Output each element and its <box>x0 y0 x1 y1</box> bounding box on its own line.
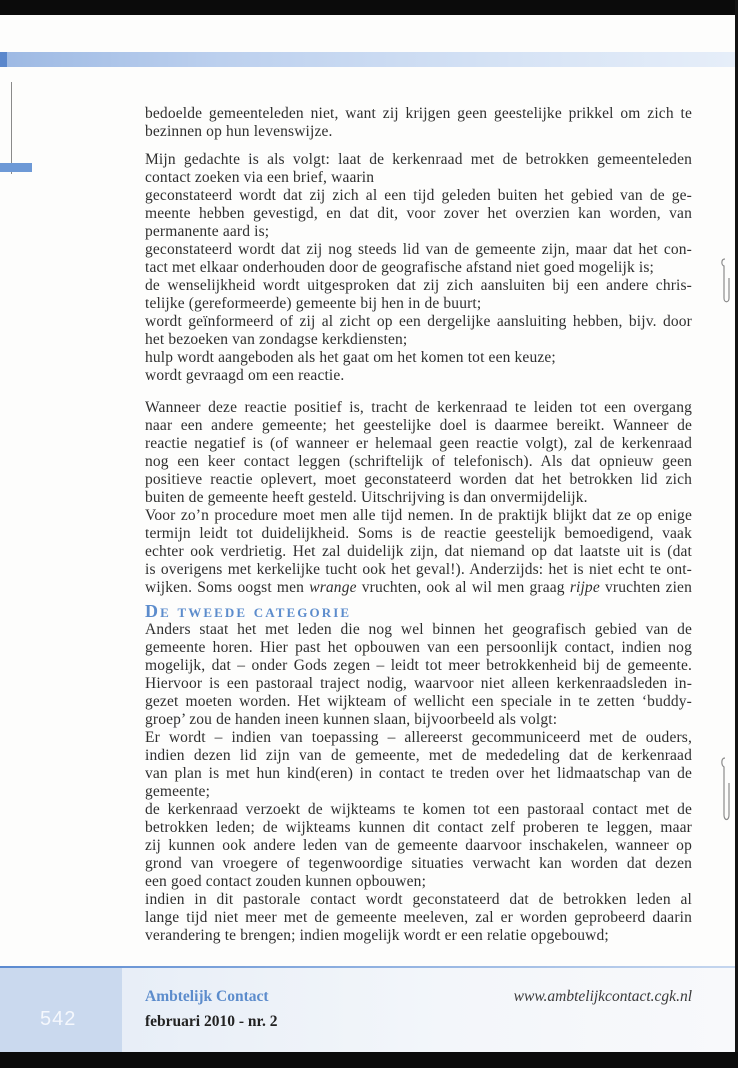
text-line: Voor zo’n procedure moet men alle tijd nemen. In de praktijk blijkt dat ze op enige <box>145 507 692 524</box>
magazine-title: Ambtelijk Contact <box>145 988 269 1005</box>
text-line: telijke (gereformeerde) gemeente bij hen in de buurt; <box>145 295 482 312</box>
binder-clip-mark <box>716 755 734 825</box>
text-line: hulp wordt aangeboden als het gaat om het komen tot een keuze; <box>145 349 556 366</box>
text-line: gemeente; <box>145 783 211 800</box>
text-line: Wanneer deze reactie positief is, tracht de kerkenraad te leiden tot een overgang <box>145 399 692 416</box>
text-run: vruchten zien <box>599 579 692 596</box>
text-line: bezinnen op hun levenswijze. <box>145 123 333 140</box>
text-line: nog een keer contact leggen (schriftelijk of telefonisch). Als dat opnieuw geen <box>145 453 692 470</box>
margin-rule <box>11 82 12 174</box>
text-line: termijn leidt tot duidelijkheid. Soms is de reactie geestelijk bemoedigend, vaak <box>145 525 692 542</box>
article-body <box>145 105 692 945</box>
text-line: het bezoeken van zondagse kerkdiensten; <box>145 331 408 348</box>
header-band-accent <box>0 52 7 67</box>
text-line: Hiervoor is een pastoraal traject nodig, waarvoor niet alleen kerkenraadsleden in- <box>145 675 692 692</box>
text-line: indien in dit pastorale contact wordt geconstateerd dat de betrokken leden al <box>145 891 692 908</box>
text-line: de wenselijkheid wordt uitgesproken dat zij zich aansluiten bij een andere chris- <box>145 277 692 294</box>
section-heading: De tweede categorie <box>145 601 352 621</box>
text-line: groep’ zou de handen ineen kunnen slaan, bijvoorbeeld als volgt: <box>145 711 558 728</box>
text-line: reactie negatief is (of wanneer er helemaal geen reactie volgt), zal de kerkenraad <box>145 435 692 452</box>
text-line: geconstateerd wordt dat zij nog steeds lid van de gemeente zijn, maar dat het con- <box>145 241 692 258</box>
text-line: grond van vroegere of tegenwoordige situaties verwacht kan worden dat dezen <box>145 855 692 872</box>
text-run: vruchten, ook al wil men graag <box>356 579 570 596</box>
issue-info: februari 2010 - nr. 2 <box>145 1013 278 1030</box>
text-line: tact met elkaar onderhouden door de geografische afstand niet goed mogelijk is; <box>145 259 654 276</box>
text-line: Er wordt – indien van toepassing – allereerst gecommuniceerd met de ouders, <box>145 729 692 746</box>
text-line: is overigens met kerkelijke tucht ook het geval!). Anderzijds: het is niet echt te ont- <box>145 561 692 578</box>
text-line: betrokken leden; de wijkteams kunnen dit contact zelf proberen te leggen, maar <box>145 819 692 836</box>
binder-clip-mark <box>716 256 734 306</box>
text-line: contact zoeken via een brief, waarin <box>145 169 375 186</box>
scan-border-top <box>0 0 738 15</box>
page-number: 542 <box>40 1008 77 1030</box>
text-run: wijken. Soms oogst men <box>145 579 310 596</box>
text-line: naar een andere gemeente; het geestelijke doel is daarmee bereikt. Wanneer de <box>145 417 692 434</box>
text-line: lange tijd niet meer met de gemeente meeleven, zal er worden geprobeerd daarin <box>145 909 692 926</box>
text-line: buiten de gemeente heeft gesteld. Uitschrijving is dan onvermijdelijk. <box>145 489 588 506</box>
italic-word: wrange <box>309 579 357 596</box>
text-line: verandering te brengen; indien mogelijk wordt er een relatie opgebouwd; <box>145 927 609 944</box>
text-line <box>145 579 692 597</box>
paragraph-2 <box>145 151 692 385</box>
text-line: gemeente horen. Hier past het opbouwen van een persoonlijk contact, indien nog <box>145 639 692 656</box>
text-line: meente hebben gevestigd, en dat dit, voor zover het overzien kan worden, van <box>145 205 692 222</box>
text-line: echter ook verdrietig. Het zal duidelijk zijn, dat niemand op dat laatste uit is (dat <box>145 543 692 560</box>
paragraph-3 <box>145 399 692 597</box>
text-line: de kerkenraad verzoekt de wijkteams te komen tot een pastoraal contact met de <box>145 801 692 818</box>
text-line: van plan is met hun kind(eren) in contact te treden over het lidmaatschap van de <box>145 765 692 782</box>
paragraph-4 <box>145 621 692 945</box>
text-line: wordt geïnformeerd of zij al zicht op een dergelijke aansluiting hebben, bijv. door <box>145 313 692 330</box>
binder-clip-outline <box>722 758 729 820</box>
italic-word: rijpe <box>569 579 600 596</box>
margin-tab-marker <box>0 163 32 172</box>
text-line: Mijn gedachte is als volgt: laat de kerkenraad met de betrokken gemeenteleden <box>145 151 692 168</box>
text-line: mogelijk, dat – onder Gods zegen – leidt tot meer betrokkenheid bij de gemeente. <box>145 657 692 674</box>
text-line: zij kunnen ook andere leden van de gemeente daarvoor inschakelen, wanneer op <box>145 837 692 854</box>
text-line: Anders staat het met leden die nog wel binnen het geografisch gebied van de <box>145 621 692 638</box>
text-line: geconstateerd wordt dat zij zich al een tijd geleden buiten het gebied van de ge- <box>145 187 692 204</box>
text-line: positieve reactie oplevert, moet geconstateerd worden dat het betrokken lid zich <box>145 471 692 488</box>
text-line: een goed contact zouden kunnen opbouwen; <box>145 873 427 890</box>
paragraph-1 <box>145 105 692 141</box>
scan-border-bottom <box>0 1052 738 1068</box>
text-line: bedoelde gemeenteleden niet, want zij krijgen geen geestelijke prikkel om zich te <box>145 105 692 122</box>
text-line: indien dezen lid zijn van de gemeente, met de mededeling dat de kerkenraad <box>145 747 692 764</box>
text-line: gezet moeten worden. Het wijkteam of wellicht een speciale in te zetten ‘buddy- <box>145 693 692 710</box>
text-line: wordt gevraagd om een reactie. <box>145 367 345 384</box>
binder-clip-outline <box>722 259 729 302</box>
header-color-band <box>0 52 735 67</box>
website-url: www.ambtelijkcontact.cgk.nl <box>513 988 692 1005</box>
text-line: permanente aard is; <box>145 223 270 240</box>
